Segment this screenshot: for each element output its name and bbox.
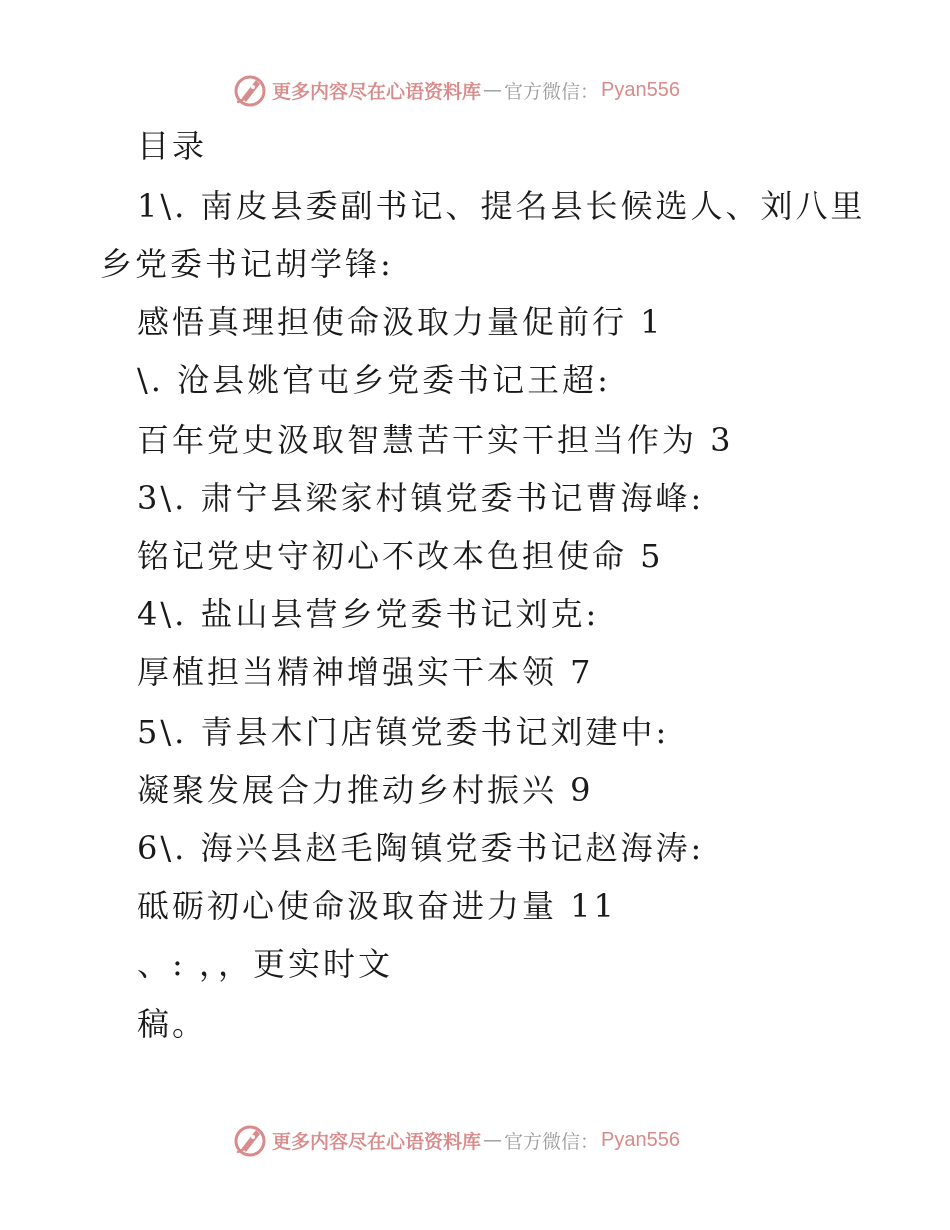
watermark-wechat-id: Pyan556 xyxy=(601,1128,680,1151)
toc-line: 乡党委书记胡学锋: xyxy=(100,245,394,283)
toc-line: 、: ，，更实时文 xyxy=(137,945,393,983)
watermark-separator: — xyxy=(483,1129,503,1151)
toc-heading: 目录 xyxy=(137,127,208,165)
toc-line: 厚植担当精神增强实干本领 7 xyxy=(137,653,594,691)
toc-line: \. 沧县姚官屯乡党委书记王超: xyxy=(137,361,611,399)
toc-line: 3\. 肃宁县梁家村镇党委书记曹海峰: xyxy=(137,479,705,517)
toc-line: 4\. 盐山县营乡党委书记刘克: xyxy=(137,595,600,633)
watermark-wechat-label: 官方微信： xyxy=(504,1130,600,1153)
footer-watermark xyxy=(232,1120,680,1160)
toc-line: 稿。 xyxy=(137,1005,208,1043)
toc-line: 6\. 海兴县赵毛陶镇党委书记赵海涛: xyxy=(137,829,705,867)
toc-line: 感悟真理担使命汲取力量促前行 1 xyxy=(137,303,664,341)
watermark-wechat-id: Pyan556 xyxy=(601,78,680,101)
pen-nib-icon xyxy=(232,72,268,108)
toc-line: 1\. 南皮县委副书记、提名县长候选人、刘八里 xyxy=(137,187,866,225)
watermark-wechat-label: 官方微信： xyxy=(504,80,600,103)
toc-line: 铭记党史守初心不改本色担使命 5 xyxy=(137,537,664,575)
toc-line: 百年党史汲取智慧苦干实干担当作为 3 xyxy=(137,421,734,459)
watermark-separator: — xyxy=(483,79,503,101)
watermark-main-text: 更多内容尽在心语资料库 xyxy=(272,80,482,103)
pen-nib-icon xyxy=(232,1122,268,1158)
toc-line: 5\. 青县木门店镇党委书记刘建中: xyxy=(137,713,670,751)
toc-line: 砥砺初心使命汲取奋进力量 11 xyxy=(137,887,617,925)
toc-line: 凝聚发展合力推动乡村振兴 9 xyxy=(137,771,594,809)
watermark-main-text: 更多内容尽在心语资料库 xyxy=(272,1130,482,1153)
header-watermark xyxy=(232,70,680,110)
